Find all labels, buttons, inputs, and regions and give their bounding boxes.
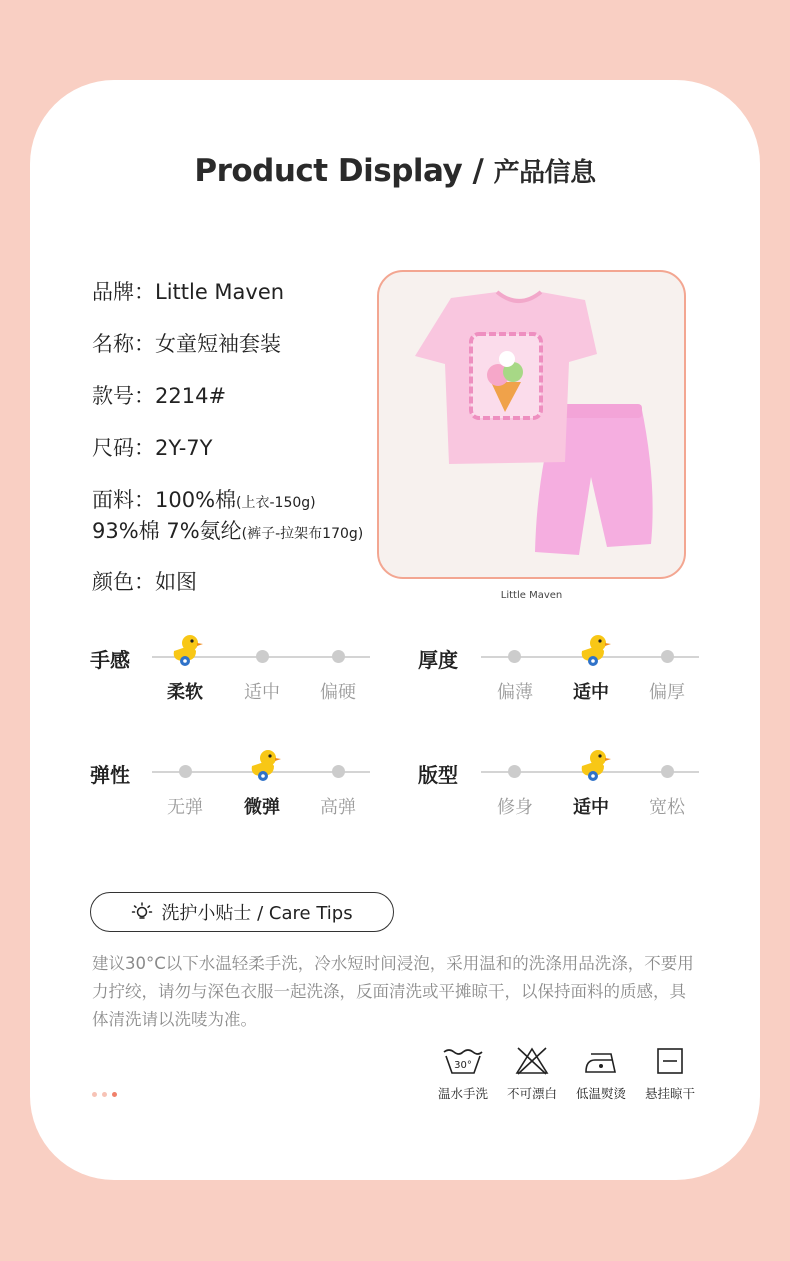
attr-thickness-option-3[interactable]: 偏厚 <box>649 682 685 703</box>
care-icon-label: 温水手洗 <box>437 1086 488 1101</box>
spec-fabric-note-1: (上衣-150g) <box>236 495 316 511</box>
page-title-en: Product Display <box>194 153 463 189</box>
attr-feel-option-1[interactable]: 柔软 <box>167 682 203 703</box>
photo-caption: Little Maven <box>500 590 563 601</box>
page-title-cn: 产品信息 <box>493 158 596 188</box>
spec-fabric-value-1: 100%棉 <box>155 488 237 512</box>
spec-color-label: 颜色： <box>92 570 155 594</box>
attr-elasticity-option-1[interactable]: 无弹 <box>167 797 203 818</box>
care-icon-label: 不可漂白 <box>506 1086 557 1101</box>
attr-fit-option-3[interactable]: 宽松 <box>649 797 685 818</box>
spec-color-value: 如图 <box>155 570 197 594</box>
duck-marker-icon[interactable] <box>168 631 204 667</box>
attr-elasticity-dot-3[interactable] <box>332 765 345 778</box>
attr-feel-dot-2[interactable] <box>256 650 269 663</box>
care-icon-no-bleach <box>495 1046 569 1102</box>
spec-brand <box>92 276 284 306</box>
care-description: 建议30°C以下水温轻柔手洗，冷水短时间浸泡，采用温和的洗涤用品洗涤，不要用力拧绞，请勿与深色衣服一起洗涤，反面清洗或平摊晾干，以保持面料的质感，具体清洗请以洗唛为准。 <box>92 954 694 1029</box>
care-tips-label: 洗护小贴士 / Care Tips <box>161 903 353 924</box>
lightbulb-icon <box>131 901 153 923</box>
attr-fit-dot-1[interactable] <box>508 765 521 778</box>
page-title-separator: / <box>462 153 494 189</box>
spec-model-value: 2214# <box>155 384 227 408</box>
page-dot-3 <box>112 1092 117 1097</box>
hang-dry-icon <box>655 1046 685 1076</box>
attr-elasticity-dot-1[interactable] <box>179 765 192 778</box>
spec-model-label: 款号： <box>92 384 155 408</box>
attr-feel-label: 手感 <box>90 648 130 672</box>
page-dot-2 <box>102 1092 107 1097</box>
duck-marker-icon[interactable] <box>246 746 282 782</box>
care-icon-label: 低温熨烫 <box>575 1086 626 1101</box>
outfit-illustration <box>379 272 684 577</box>
care-icon-hand-wash <box>426 1046 500 1102</box>
duck-marker-icon[interactable] <box>576 746 612 782</box>
spec-size-label: 尺码： <box>92 436 155 460</box>
spec-brand-label: 品牌： <box>92 280 155 304</box>
attr-thickness-label: 厚度 <box>418 648 458 672</box>
care-tips-button[interactable] <box>90 892 394 932</box>
care-icon-label: 悬挂晾干 <box>644 1086 695 1101</box>
care-icon-hang-dry <box>633 1046 707 1102</box>
attr-thickness-dot-1[interactable] <box>508 650 521 663</box>
spec-fabric-note-2: (裤子-拉架布170g) <box>241 526 364 542</box>
attr-elasticity-option-3[interactable]: 高弹 <box>320 797 356 818</box>
care-icon-temp: 30° <box>454 1060 472 1071</box>
attr-fit-dot-3[interactable] <box>661 765 674 778</box>
attr-feel-option-2[interactable]: 适中 <box>244 682 280 703</box>
spec-size-value: 2Y-7Y <box>155 436 213 460</box>
attr-fit-option-1[interactable]: 修身 <box>497 797 533 818</box>
attr-fit-option-2[interactable]: 适中 <box>573 797 609 818</box>
care-icon-low-iron <box>564 1046 638 1102</box>
attr-feel-dot-3[interactable] <box>332 650 345 663</box>
attr-fit-label: 版型 <box>418 763 458 787</box>
spec-name-value: 女童短袖套装 <box>155 332 281 356</box>
attr-thickness-dot-3[interactable] <box>661 650 674 663</box>
attr-elasticity-option-2[interactable]: 微弹 <box>244 797 280 818</box>
attr-feel-option-3[interactable]: 偏硬 <box>320 682 356 703</box>
spec-fabric-line-2 <box>92 515 363 545</box>
spec-model <box>92 380 226 410</box>
page-dot-1 <box>92 1092 97 1097</box>
spec-name-label: 名称： <box>92 332 155 356</box>
attr-thickness-option-1[interactable]: 偏薄 <box>497 682 533 703</box>
duck-marker-icon[interactable] <box>576 631 612 667</box>
spec-fabric <box>92 484 316 514</box>
attr-thickness-option-2[interactable]: 适中 <box>573 682 609 703</box>
spec-color <box>92 566 197 596</box>
spec-fabric-label: 面料： <box>92 488 155 512</box>
product-photo <box>377 270 686 579</box>
page-title <box>0 152 790 189</box>
page-indicator <box>92 1092 117 1097</box>
spec-brand-value: Little Maven <box>155 280 285 304</box>
spec-size <box>92 432 212 462</box>
low-iron-icon <box>581 1046 621 1076</box>
attr-elasticity-label: 弹性 <box>90 763 130 787</box>
spec-fabric-value-2: 93%棉 7%氨纶 <box>92 519 242 543</box>
spec-name <box>92 328 281 358</box>
no-bleach-icon <box>514 1046 550 1076</box>
hand-wash-30-icon <box>442 1046 484 1076</box>
